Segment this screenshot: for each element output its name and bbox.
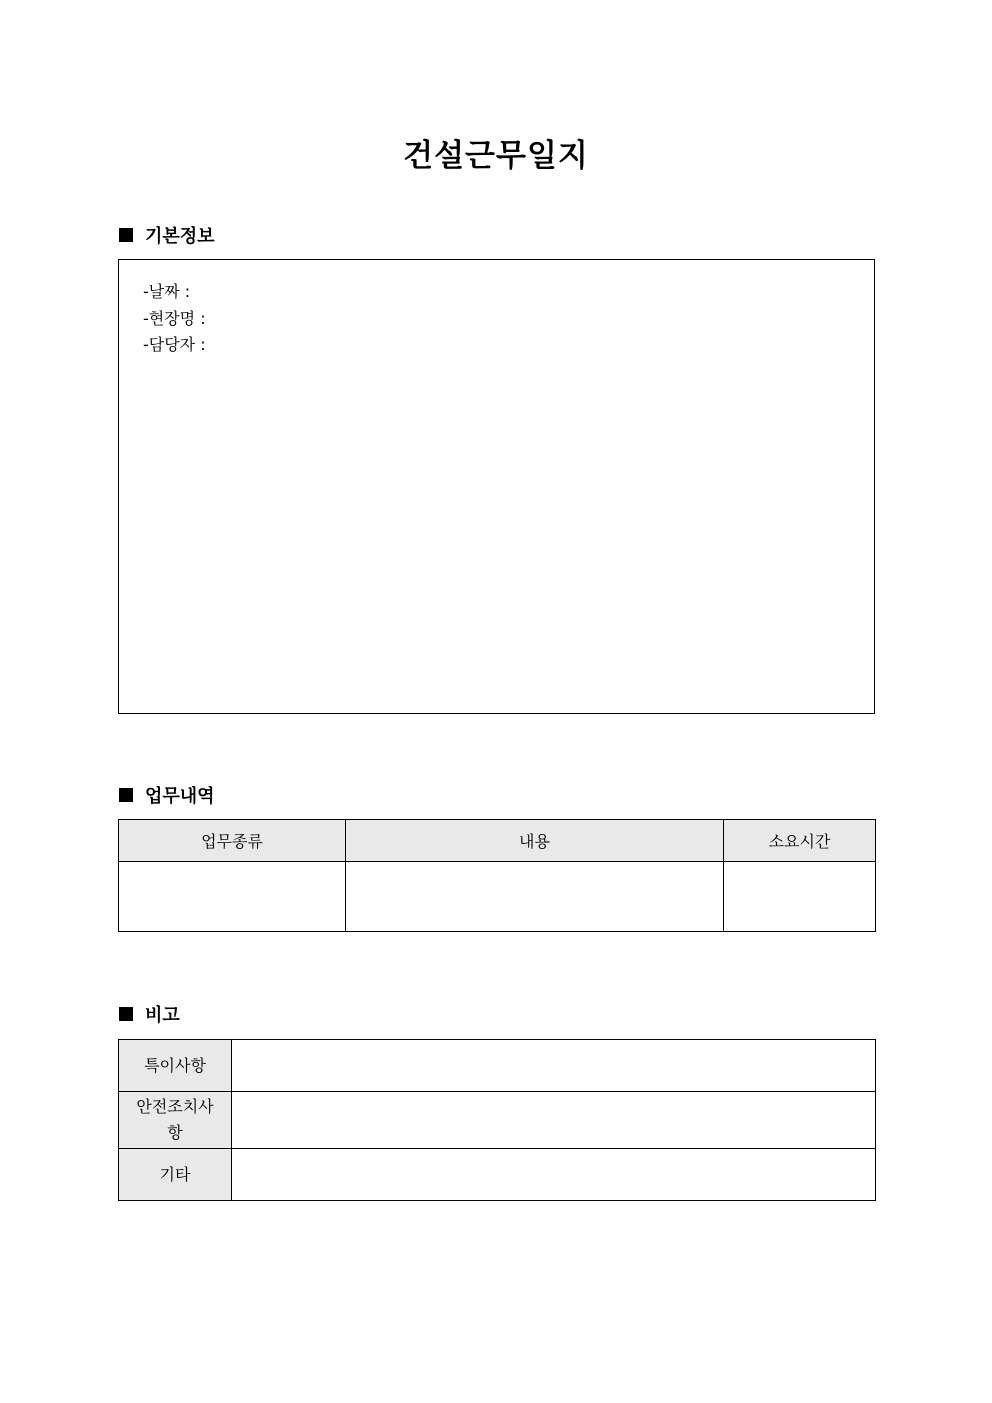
column-header-content: 내용 [346, 820, 724, 862]
square-bullet-icon [119, 228, 133, 242]
basic-info-lines [143, 279, 206, 359]
document-title: 건설근무일지 [403, 138, 589, 174]
safety-measures-label: 안전조치사항 [119, 1092, 232, 1149]
work-details-heading [119, 783, 215, 807]
manager-field-label: -담당자 : [143, 335, 206, 354]
work-type-cell[interactable] [119, 862, 346, 932]
content-cell[interactable] [346, 862, 724, 932]
table-row [119, 1092, 876, 1149]
remarks-heading-label: 비고 [145, 1005, 180, 1026]
basic-info-heading [119, 223, 215, 247]
work-details-table [118, 819, 876, 932]
site-name-field-label: -현장명 : [143, 308, 206, 328]
other-label: 기타 [119, 1149, 232, 1201]
date-field-label: -날짜 : [143, 282, 191, 301]
basic-info-box [118, 259, 875, 714]
basic-info-heading-label: 기본정보 [145, 226, 215, 247]
square-bullet-icon [119, 788, 133, 802]
table-row [119, 1040, 876, 1092]
safety-measures-value[interactable] [232, 1092, 876, 1149]
column-header-work-type: 업무종류 [119, 820, 346, 862]
special-notes-value[interactable] [232, 1040, 876, 1092]
column-header-duration: 소요시간 [724, 820, 876, 862]
remarks-heading [119, 1002, 180, 1026]
remarks-table [118, 1039, 876, 1201]
work-details-header-row [119, 820, 876, 862]
special-notes-label: 특이사항 [119, 1040, 232, 1092]
other-value[interactable] [232, 1149, 876, 1201]
table-row [119, 862, 876, 932]
table-row [119, 1149, 876, 1201]
square-bullet-icon [119, 1007, 133, 1021]
work-details-heading-label: 업무내역 [145, 786, 215, 807]
duration-cell[interactable] [724, 862, 876, 932]
